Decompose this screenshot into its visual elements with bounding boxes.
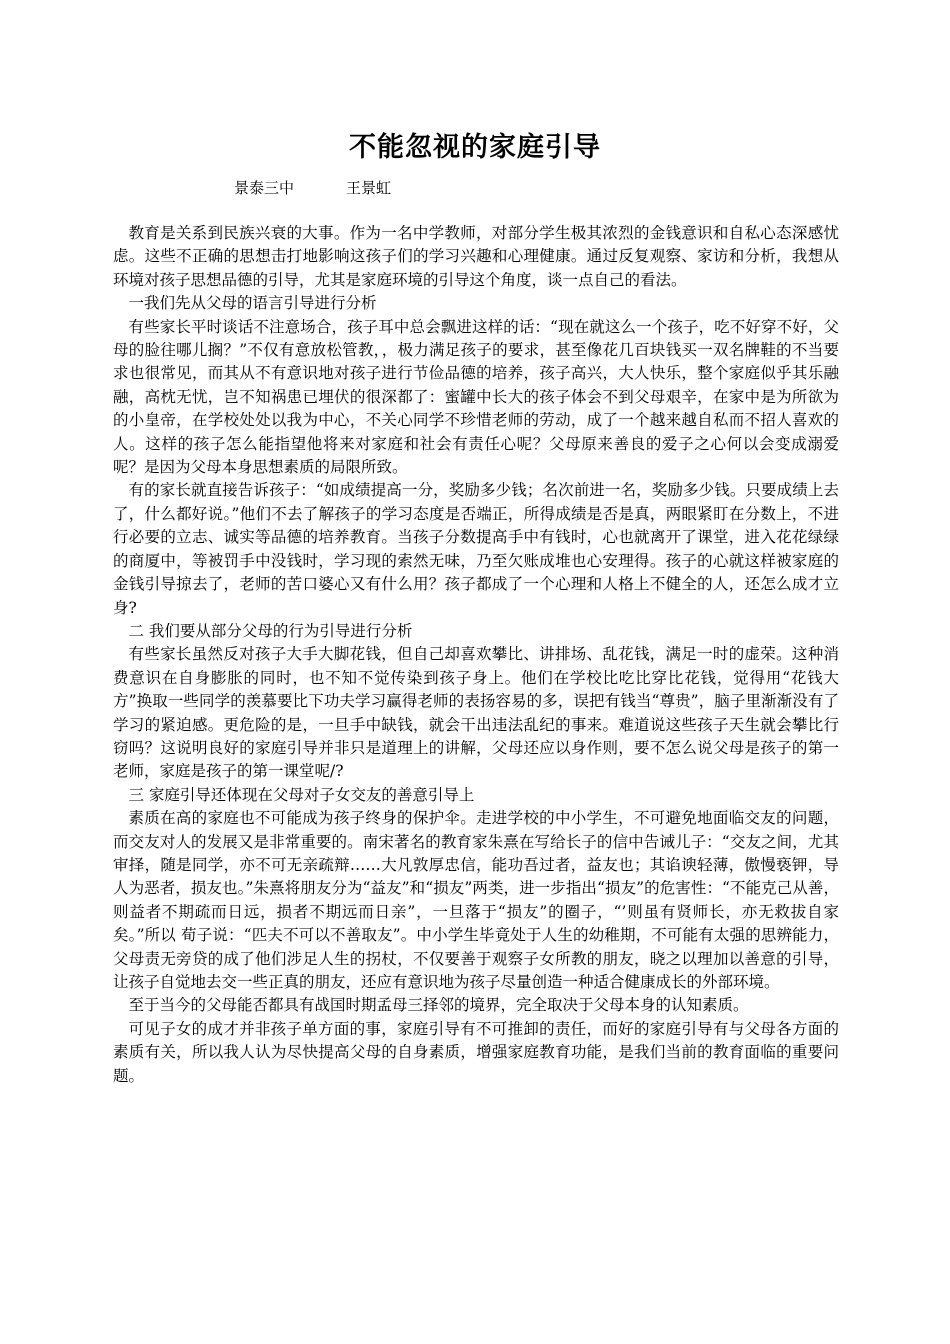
author-name: 王景虹 bbox=[346, 179, 392, 197]
paragraph: 有些家长平时谈话不注意场合，孩子耳中总会飘进这样的话：“现在就这么一个孩子，吃不好穿不好，父母的脸往哪儿搁？”不仅有意放松管教，，极力满足孩子的要求，甚至像花几百块钱买一双名牌鞋的不当要求也很常见，而其从不有意识地对孩子进行节俭品德的培养，孩子高兴，大人快乐，整个家庭似乎其乐融融，高枕无忧，岂不知祸患已埋伏的很深都了：蜜罐中长大的孩子体会不到父母艰辛，在家中是为所欲为的小皇帝，在学校处处以我为中心，不关心同学不珍惜老师的劳动，成了一个越来越自私而不招人喜欢的人。这样的孩子怎么能指望他将来对家庭和社会有责任心呢？父母原来善良的爱子之心何以会变成溺爱呢？是因为父母本身思想素质的局限所致。 bbox=[113, 317, 839, 477]
section-heading-3: 三 家庭引导还体现在父母对子女交友的善意引导上 bbox=[128, 785, 475, 804]
byline bbox=[234, 178, 391, 198]
paragraph: 素质在高的家庭也不可能成为孩子终身的保护伞。走进学校的中小学生，不可避免地面临交友的问题，而交友对人的发展又是非常重要的。南宋著名的教育家朱熹在写给长子的信中告诫儿子：“交友之间，尤其审择，随是同学，亦不可无亲疏辩……大凡敦厚忠信，能功吾过者，益友也；其谄谀轻薄，傲慢亵钾，导人为恶者，损友也。”朱熹将朋友分为“益友”和“损友”两类，进一步指出“损友”的危害性：“不能克己从善，则益者不期疏而日远，损者不期远而日亲”，一旦落于“损友”的圈子，“’则虽有贤师长，亦无救拔自家矣。”所以 荀子说：“匹夫不可以不善取友”。中小学生毕竟处于人生的幼稚期，不可能有太强的思辨能力，父母责无旁贷的成了他们涉足人生的拐杖，不仅要善于观察子女所教的朋友，晓之以理加以善意的引导，让孩子自觉地去交一些正真的朋友，还应有意识地为孩子尽量创造一种适合健康成长的外部环境。 bbox=[113, 809, 839, 991]
paragraph-conclusion: 可见子女的成才并非孩子单方面的事，家庭引导有不可推卸的责任，而好的家庭引导有与父母各方面的素质有关，所以我人认为尽快提高父母的自身素质，增强家庭教育功能，是我们当前的教育面临的重要问题。 bbox=[113, 1019, 839, 1085]
section-heading-2: 二 我们要从部分父母的行为引导进行分析 bbox=[128, 621, 413, 640]
section-heading-1: 一我们先从父母的语言引导进行分析 bbox=[128, 294, 377, 313]
document-title: 不能忽视的家庭引导 bbox=[349, 132, 601, 163]
paragraph: 至于当今的父母能否都具有战国时期孟母三择邻的境界，完全取决于父母本身的认知素质。 bbox=[128, 996, 749, 1015]
paragraph-intro: 教育是关系到民族兴衰的大事。作为一名中学教师，对部分学生极其浓烈的金钱意识和自私心态深感忧虑。这些不正确的思想击打地影响这孩子们的学习兴趣和心理健康。通过反复观察、家访和分析，我想从环境对孩子思想品德的引导，尤其是家庭环境的引导这个角度，谈一点自己的看法。 bbox=[113, 224, 839, 289]
paragraph: 有些家长虽然反对孩子大手大脚花钱，但自己却喜欢攀比、讲排场、乱花钱，满足一时的虚荣。这种消费意识在自身膨胀的同时，也不知不觉传染到孩子身上。他们在学校比吃比穿比花钱，觉得用“花钱大方”换取一些同学的羡慕要比下功夫学习赢得老师的表扬容易的多，误把有钱当“尊贵”，脑子里渐渐没有了学习的紧迫感。更危险的是，一旦手中缺钱，就会干出违法乱纪的事来。难道说这些孩子天生就会攀比行窃吗？这说明良好的家庭引导并非只是道理上的讲解，父母还应以身作则，要不怎么说父母是孩子的第一老师，家庭是孩子的第一课堂呢/? bbox=[113, 645, 839, 781]
author-school: 景泰三中 bbox=[234, 179, 295, 197]
paragraph: 有的家长就直接告诉孩子：“如成绩提高一分，奖励多少钱；名次前进一名，奖励多少钱。只要成绩上去了，什么都好说。”他们不去了解孩子的学习态度是否端正，所得成绩是否是真，两眼紧盯在分数上，不进行必要的立志、诚实等品德的培养教育。当孩子分数提高手中有钱时，心也就离开了课堂，进入花花绿绿的商厦中，等被罚手中没钱时，学习现的索然无味，乃至欠账成堆也心安理得。孩子的心就这样被家庭的金钱引导掠去了，老师的苦口婆心又有什么用？孩子都成了一个心理和人格上不健全的人，还怎么成才立身? bbox=[113, 481, 839, 617]
document-body bbox=[113, 222, 839, 1088]
